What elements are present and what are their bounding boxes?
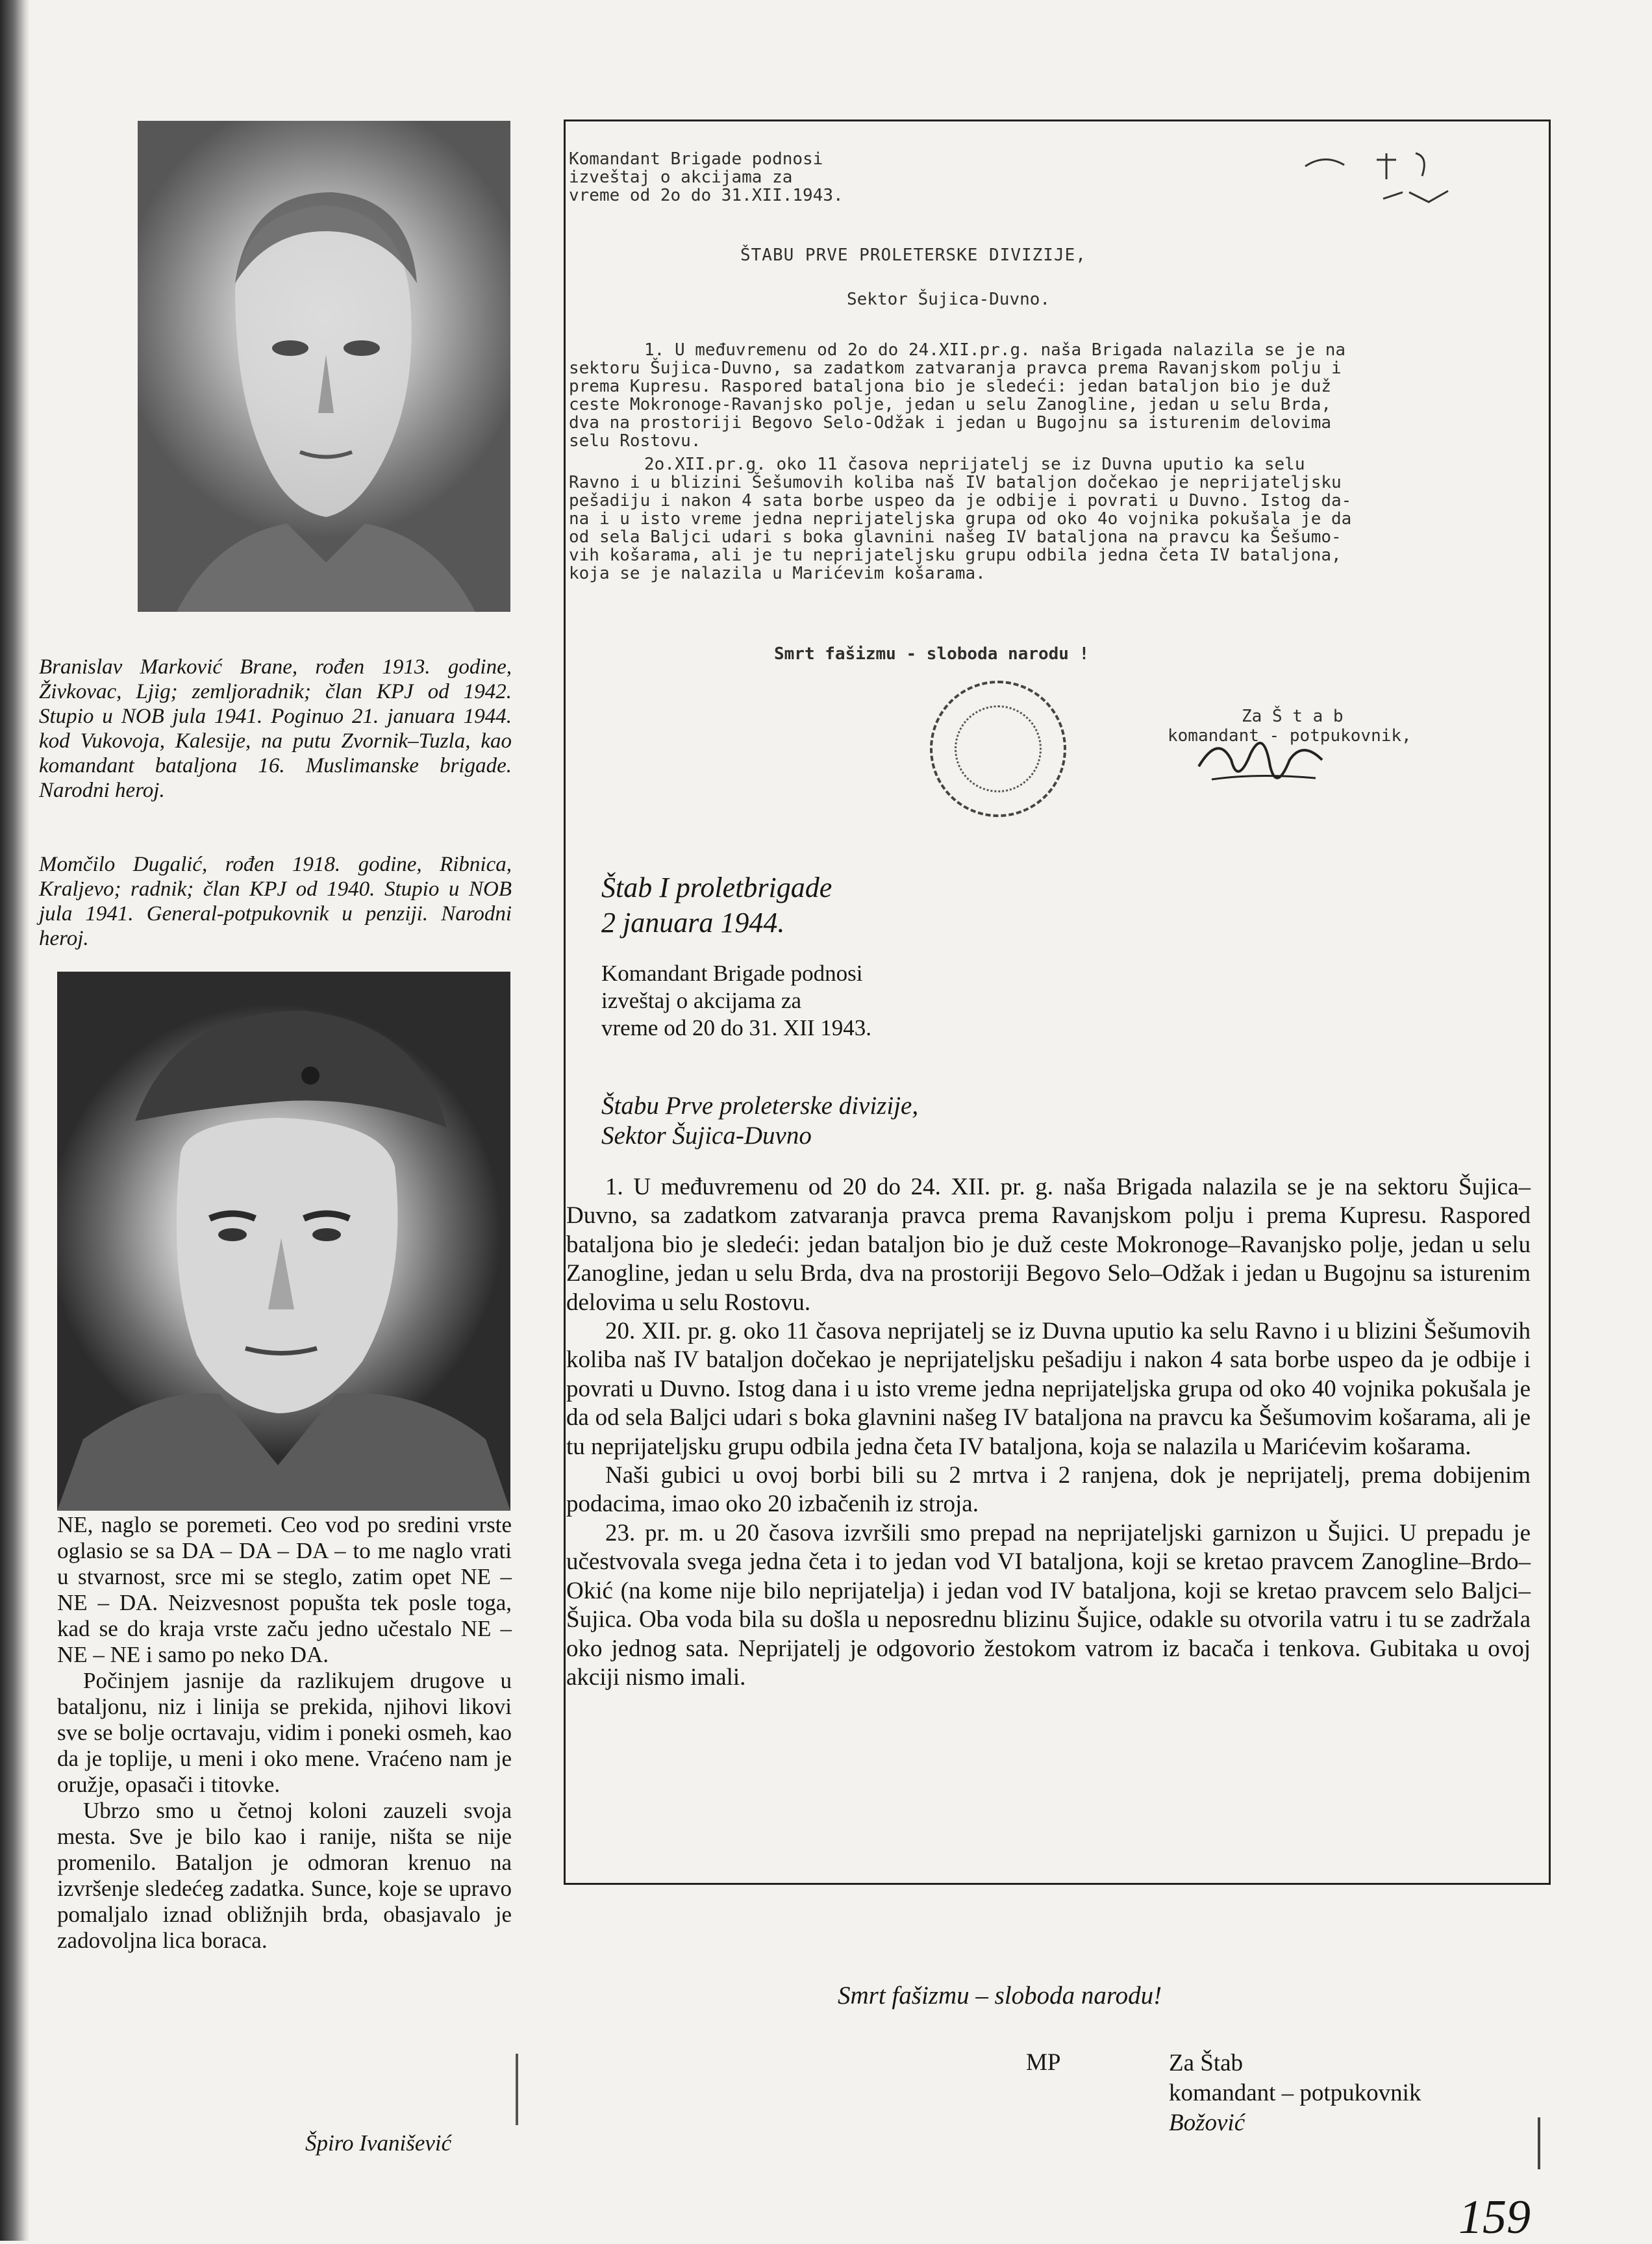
seal-mark-mp: MP [1026, 2049, 1061, 2076]
document-address [601, 1091, 918, 1151]
document-body [566, 1173, 1531, 1692]
scan-header-line: izveštaj o akcijama za [569, 168, 793, 187]
scan-body-line: prema Kupresu. Raspored bataljona bio je sledeći: jedan bataljon bio je duž [569, 377, 1331, 396]
margin-bracket-right [1538, 2117, 1540, 2169]
document-header [601, 960, 871, 1042]
document-paragraph-4: 23. pr. m. u 20 časova izvršili smo prepad na neprijateljski garnizon u Šujici. U prepadu je učestvovala svega jedna četa i to jedan vod VI bataljona, koji se kretao pravcem Zanogline–Brdo–Okić (na kome nije bilo neprijatelja) i jedan vod IV bataljona, koji se kretao pravcem selo Baljci–Šujica. Oba voda bila su došla u neposrednu blizinu Šujice, odakle su otvorila vatru i tu se zadržala oko jednog sata. Neprijatelj je odgovorio žestokom vatrom iz bacača i tenkova. Gubitaka u ovoj akciji nismo imali. [566, 1519, 1531, 1691]
left-column-text [57, 1512, 512, 1954]
portrait-photo-dugalic [57, 972, 510, 1511]
document-address-line: Sektor Šujica-Duvno [601, 1122, 812, 1150]
scan-address-line: Sektor Šujica-Duvno. [847, 290, 1051, 309]
signature-line: komandant – potpukovnik [1169, 2080, 1421, 2106]
scan-sign-line: komandant - potpukovnik, [1168, 726, 1412, 746]
photo-caption-brane: Branislav Marković Brane, rođen 1913. godine, Živkovac, Ljig; zemljoradnik; član KPJ od 1942. Stupio u NOB jula 1941. Poginuo 21. januara 1944. kod Vukovoja, Kalesije, na putu Zvornik–Tuzla, kao komandant bataljona 16. Muslimanske brigade. Narodni heroj. [39, 655, 512, 802]
document-header-line: vreme od 20 do 31. XII 1943. [601, 1015, 872, 1040]
margin-bracket-left [516, 2054, 518, 2125]
document-paragraph-2: 20. XII. pr. g. oko 11 časova neprijatelj se iz Duvna uputio ka selu Ravno i u blizini Šešumovih koliba naš IV bataljon dočekao je neprijateljsku pešadiju i nakon 4 sata borbe uspeo da je odbije i povrati u Duvno. Istog dana i u isto vreme jedna neprijateljska grupa od oko 40 vojnika pokušala je da od sela Baljci udari s boka glavnini našeg IV bataljona na pravcu ka Šešumovim košarama, ali je tu neprijateljsku grupu odbila jedna četa IV bataljona, koja se nalazila u Marićevim košarama. [566, 1318, 1531, 1460]
scan-body-line: Ravno i u blizini Šešumovih koliba naš IV bataljon dočekao je neprijateljsku [569, 473, 1342, 492]
scan-slogan: Smrt fašizmu - sloboda narodu ! [774, 644, 1090, 664]
document-slogan: Smrt fašizmu – sloboda narodu! [838, 1982, 1162, 2010]
scan-header-line: Komandant Brigade podnosi [569, 149, 823, 169]
scan-sign-line: Za Š t a b [1242, 707, 1344, 726]
scan-body-line: selu Rostovu. [569, 431, 701, 451]
signature-line: Za Štab [1169, 2050, 1244, 2076]
scan-body-line: pešadiju i nakon 4 sata borbe uspeo da je odbije i povrati u Duvno. Istog da- [569, 491, 1352, 511]
portrait-photo-brane [138, 121, 510, 612]
document-header-line: Komandant Brigade podnosi [601, 961, 863, 986]
scan-body-line: 1. U međuvremenu od 2o do 24.XII.pr.g. naša Brigada nalazila se je na [644, 340, 1346, 360]
author-signature: Špiro Ivanišević [305, 2130, 452, 2156]
document-title-line: 2 januara 1944. [601, 907, 785, 939]
left-paragraph-3: Ubrzo smo u četnoj koloni zauzeli svoja mesta. Sve je bilo kao i ranije, ništa se nije promenilo. Bataljon je odmoran krenuo na izvršenje sledećeg zadatka. Sunce, koje se upravo pomaljalo iznad obližnjih brda, obasjavalo je zadovoljna lica boraca. [57, 1798, 512, 1953]
left-paragraph-1: NE, naglo se poremeti. Ceo vod po sredini vrste oglasio se sa DA – DA – DA – to me naglo vrati u stvarnost, srce mi se steglo, zatim opet NE – NE – DA. Neizvesnost popušta tek posle toga, kad se do kraja vrste začu jedno učestalo NE – NE – NE i samo po neko DA. [57, 1512, 512, 1667]
scan-body-line: dva na prostoriji Begovo Selo-Odžak i jedan u Bugojnu sa isturenim delovima [569, 413, 1331, 433]
document-address-line: Štabu Prve proleterske divizije, [601, 1092, 919, 1120]
document-signature-block [1169, 2049, 1421, 2138]
scan-body-line: na i u isto vreme jedna neprijateljska grupa od oko 4o vojnika pokušala je da [569, 509, 1352, 529]
handwritten-signature-scrawl [1192, 721, 1335, 802]
scan-body-line: 2o.XII.pr.g. oko 11 časova neprijatelj se iz Duvna uputio ka selu [644, 455, 1305, 474]
book-gutter-shadow [0, 0, 30, 2241]
round-seal-stamp-inner [955, 705, 1042, 792]
document-title [601, 870, 832, 940]
signature-name: Božović [1169, 2110, 1245, 2136]
scan-body-line: sektoru Šujica-Duvno, sa zadatkom zatvaranja pravca prema Ravanjskom polju i [569, 359, 1342, 378]
scan-body-line: ceste Mokronoge-Ravanjsko polje, jedan u selu Zanogline, jedan u selu Brda, [569, 395, 1331, 414]
handwritten-archive-notes [1299, 140, 1468, 215]
scan-body-line: vih košarama, ali je tu neprijateljsku grupu odbila jedna četa IV bataljona, [569, 546, 1342, 565]
document-title-line: Štab I proletbrigade [601, 872, 832, 903]
document-paragraph-3: Naši gubici u ovoj borbi bili su 2 mrtva i 2 ranjena, dok je neprijatelj, prema dobijenim podacima, imao oko 20 izbačenih iz stroja. [566, 1462, 1531, 1518]
document-paragraph-1: 1. U međuvremenu od 20 do 24. XII. pr. g. naša Brigada nalazila se je na sektoru Šujica–Duvno, sa zadatkom zatvaranja pravca prema Ravanjskom polju i prema Kupresu. Raspored bataljona bio je sledeći: jedan bataljon bio je duž ceste Mokronoge–Ravanjsko polje, jedan u selu Zanogline, jedan u selu Brda, dva na prostoriji Begovo Selo–Odžak i jedan u Bugojnu sa isturenim delovima u selu Rostovu. [566, 1174, 1531, 1316]
scan-body-line: koja se je nalazila u Marićevim košarama. [569, 564, 986, 583]
scan-address-line: ŠTABU PRVE PROLETERSKE DIVIZIJE, [740, 246, 1086, 265]
photo-caption-dugalic: Momčilo Dugalić, rođen 1918. godine, Ribnica, Kraljevo; radnik; član KPJ od 1940. Stupio u NOB jula 1941. General-potpukovnik u penziji. Narodni heroj. [39, 853, 512, 950]
scan-header-line: vreme od 2o do 31.XII.1943. [569, 186, 844, 205]
scan-body-line: od sela Baljci udari s boka glavnini našeg IV bataljona na pravcu ka Šešumo- [569, 527, 1342, 547]
page-number: 159 [1458, 2191, 1531, 2244]
left-paragraph-2: Počinjem jasnije da razlikujem drugove u bataljonu, niz i linija se prekida, njihovi likovi sve se bolje ocrtavaju, vidim i poneki osmeh, kao da je toplije, u meni i oko mene. Vraćeno nam je oružje, opasači i titovke. [57, 1668, 512, 1797]
document-header-line: izveštaj o akcijama za [601, 988, 802, 1013]
